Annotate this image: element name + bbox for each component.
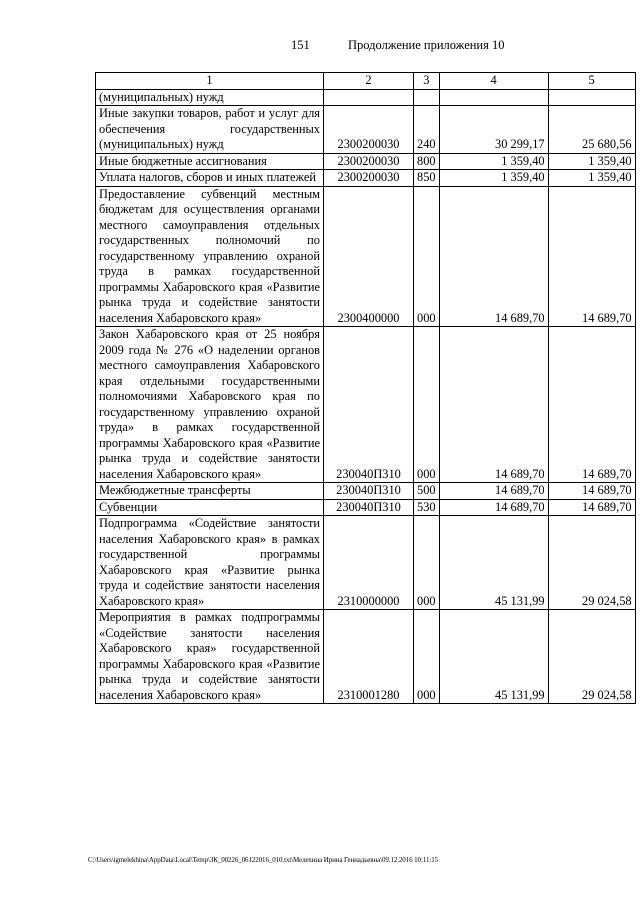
row-amount-2: 14 689,70 xyxy=(548,499,635,516)
row-code: 230040П310 xyxy=(324,483,414,500)
row-code: 230040П310 xyxy=(324,499,414,516)
row-name: Закон Хабаровского края от 25 ноября 2009 года № 276 «О наделении органов местного самоуправления Хабаровского края отдельными государственными полномочиями Хабаровского края по государственному управлению охраной труда» в рамках государственной программы Хабаровского края «Развитие рынка труда и содействие занятости населения Хабаровского края» xyxy=(96,327,324,483)
row-type: 000 xyxy=(414,186,440,327)
file-path-footer: C:\Users\igmelekhina\AppData\Local\Temp\ЗК_00226_06122016_010.txt\Мелехина Ирина Геннадьевна\09.12.2016 10:11:15 xyxy=(88,856,438,864)
row-name: Предоставление субвенций местным бюджетам для осуществления органами местного самоуправления отдельных государственных полномочий по государственному управлению охраной труда в рамках государственной программы Хабаровского края «Развитие рынка труда и содействие занятости населения Хабаровского края» xyxy=(96,186,324,327)
row-code: 2300400000 xyxy=(324,186,414,327)
row-amount-1: 14 689,70 xyxy=(439,186,548,327)
budget-table xyxy=(95,72,636,704)
table-row xyxy=(96,516,636,610)
row-type: 000 xyxy=(414,516,440,610)
table-row xyxy=(96,89,636,106)
row-code xyxy=(324,89,414,106)
page-number: 151 xyxy=(291,38,310,52)
row-type: 850 xyxy=(414,170,440,187)
table-row xyxy=(96,106,636,154)
row-amount-1: 14 689,70 xyxy=(439,327,548,483)
row-amount-1: 1 359,40 xyxy=(439,170,548,187)
row-amount-1 xyxy=(439,89,548,106)
row-code: 2310000000 xyxy=(324,516,414,610)
row-type xyxy=(414,89,440,106)
row-amount-1: 45 131,99 xyxy=(439,516,548,610)
row-amount-2: 25 680,56 xyxy=(548,106,635,154)
row-amount-2: 14 689,70 xyxy=(548,186,635,327)
row-type: 000 xyxy=(414,327,440,483)
row-amount-2 xyxy=(548,89,635,106)
row-name: (муниципальных) нужд xyxy=(96,89,324,106)
row-amount-1: 1 359,40 xyxy=(439,153,548,170)
row-amount-2: 29 024,58 xyxy=(548,516,635,610)
row-amount-2: 14 689,70 xyxy=(548,327,635,483)
table-row xyxy=(96,153,636,170)
table-row xyxy=(96,170,636,187)
row-type: 500 xyxy=(414,483,440,500)
row-type: 240 xyxy=(414,106,440,154)
header-cell-1: 1 xyxy=(96,73,324,90)
header-row xyxy=(96,73,636,90)
row-type: 530 xyxy=(414,499,440,516)
header-cell-4: 4 xyxy=(439,73,548,90)
header-cell-3: 3 xyxy=(414,73,440,90)
row-code: 2300200030 xyxy=(324,153,414,170)
row-code: 2310001280 xyxy=(324,610,414,704)
row-amount-2: 1 359,40 xyxy=(548,170,635,187)
row-amount-1: 14 689,70 xyxy=(439,483,548,500)
row-name: Подпрограмма «Содействие занятости населения Хабаровского края» в рамках государственной программы Хабаровского края «Развитие рынка труда и содействие занятости населения Хабаровского края» xyxy=(96,516,324,610)
row-amount-2: 14 689,70 xyxy=(548,483,635,500)
row-name: Иные бюджетные ассигнования xyxy=(96,153,324,170)
row-name: Иные закупки товаров, работ и услуг для обеспечения государственных (муниципальных) нужд xyxy=(96,106,324,154)
table-row xyxy=(96,499,636,516)
continuation-title: Продолжение приложения 10 xyxy=(348,38,505,52)
row-amount-1: 30 299,17 xyxy=(439,106,548,154)
row-code: 2300200030 xyxy=(324,170,414,187)
row-amount-2: 1 359,40 xyxy=(548,153,635,170)
row-amount-2: 29 024,58 xyxy=(548,610,635,704)
row-code: 230040П310 xyxy=(324,327,414,483)
table-row xyxy=(96,186,636,327)
row-code: 2300200030 xyxy=(324,106,414,154)
row-name: Уплата налогов, сборов и иных платежей xyxy=(96,170,324,187)
row-name: Мероприятия в рамках подпрограммы «Содействие занятости населения Хабаровского края» государственной программы Хабаровского края «Развитие рынка труда и содействие занятости населения Хабаровского края» xyxy=(96,610,324,704)
row-amount-1: 45 131,99 xyxy=(439,610,548,704)
header-cell-5: 5 xyxy=(548,73,635,90)
header-cell-2: 2 xyxy=(324,73,414,90)
table-row xyxy=(96,610,636,704)
table-row xyxy=(96,327,636,483)
row-type: 800 xyxy=(414,153,440,170)
row-name: Субвенции xyxy=(96,499,324,516)
row-name: Межбюджетные трансферты xyxy=(96,483,324,500)
row-type: 000 xyxy=(414,610,440,704)
table-row xyxy=(96,483,636,500)
row-amount-1: 14 689,70 xyxy=(439,499,548,516)
